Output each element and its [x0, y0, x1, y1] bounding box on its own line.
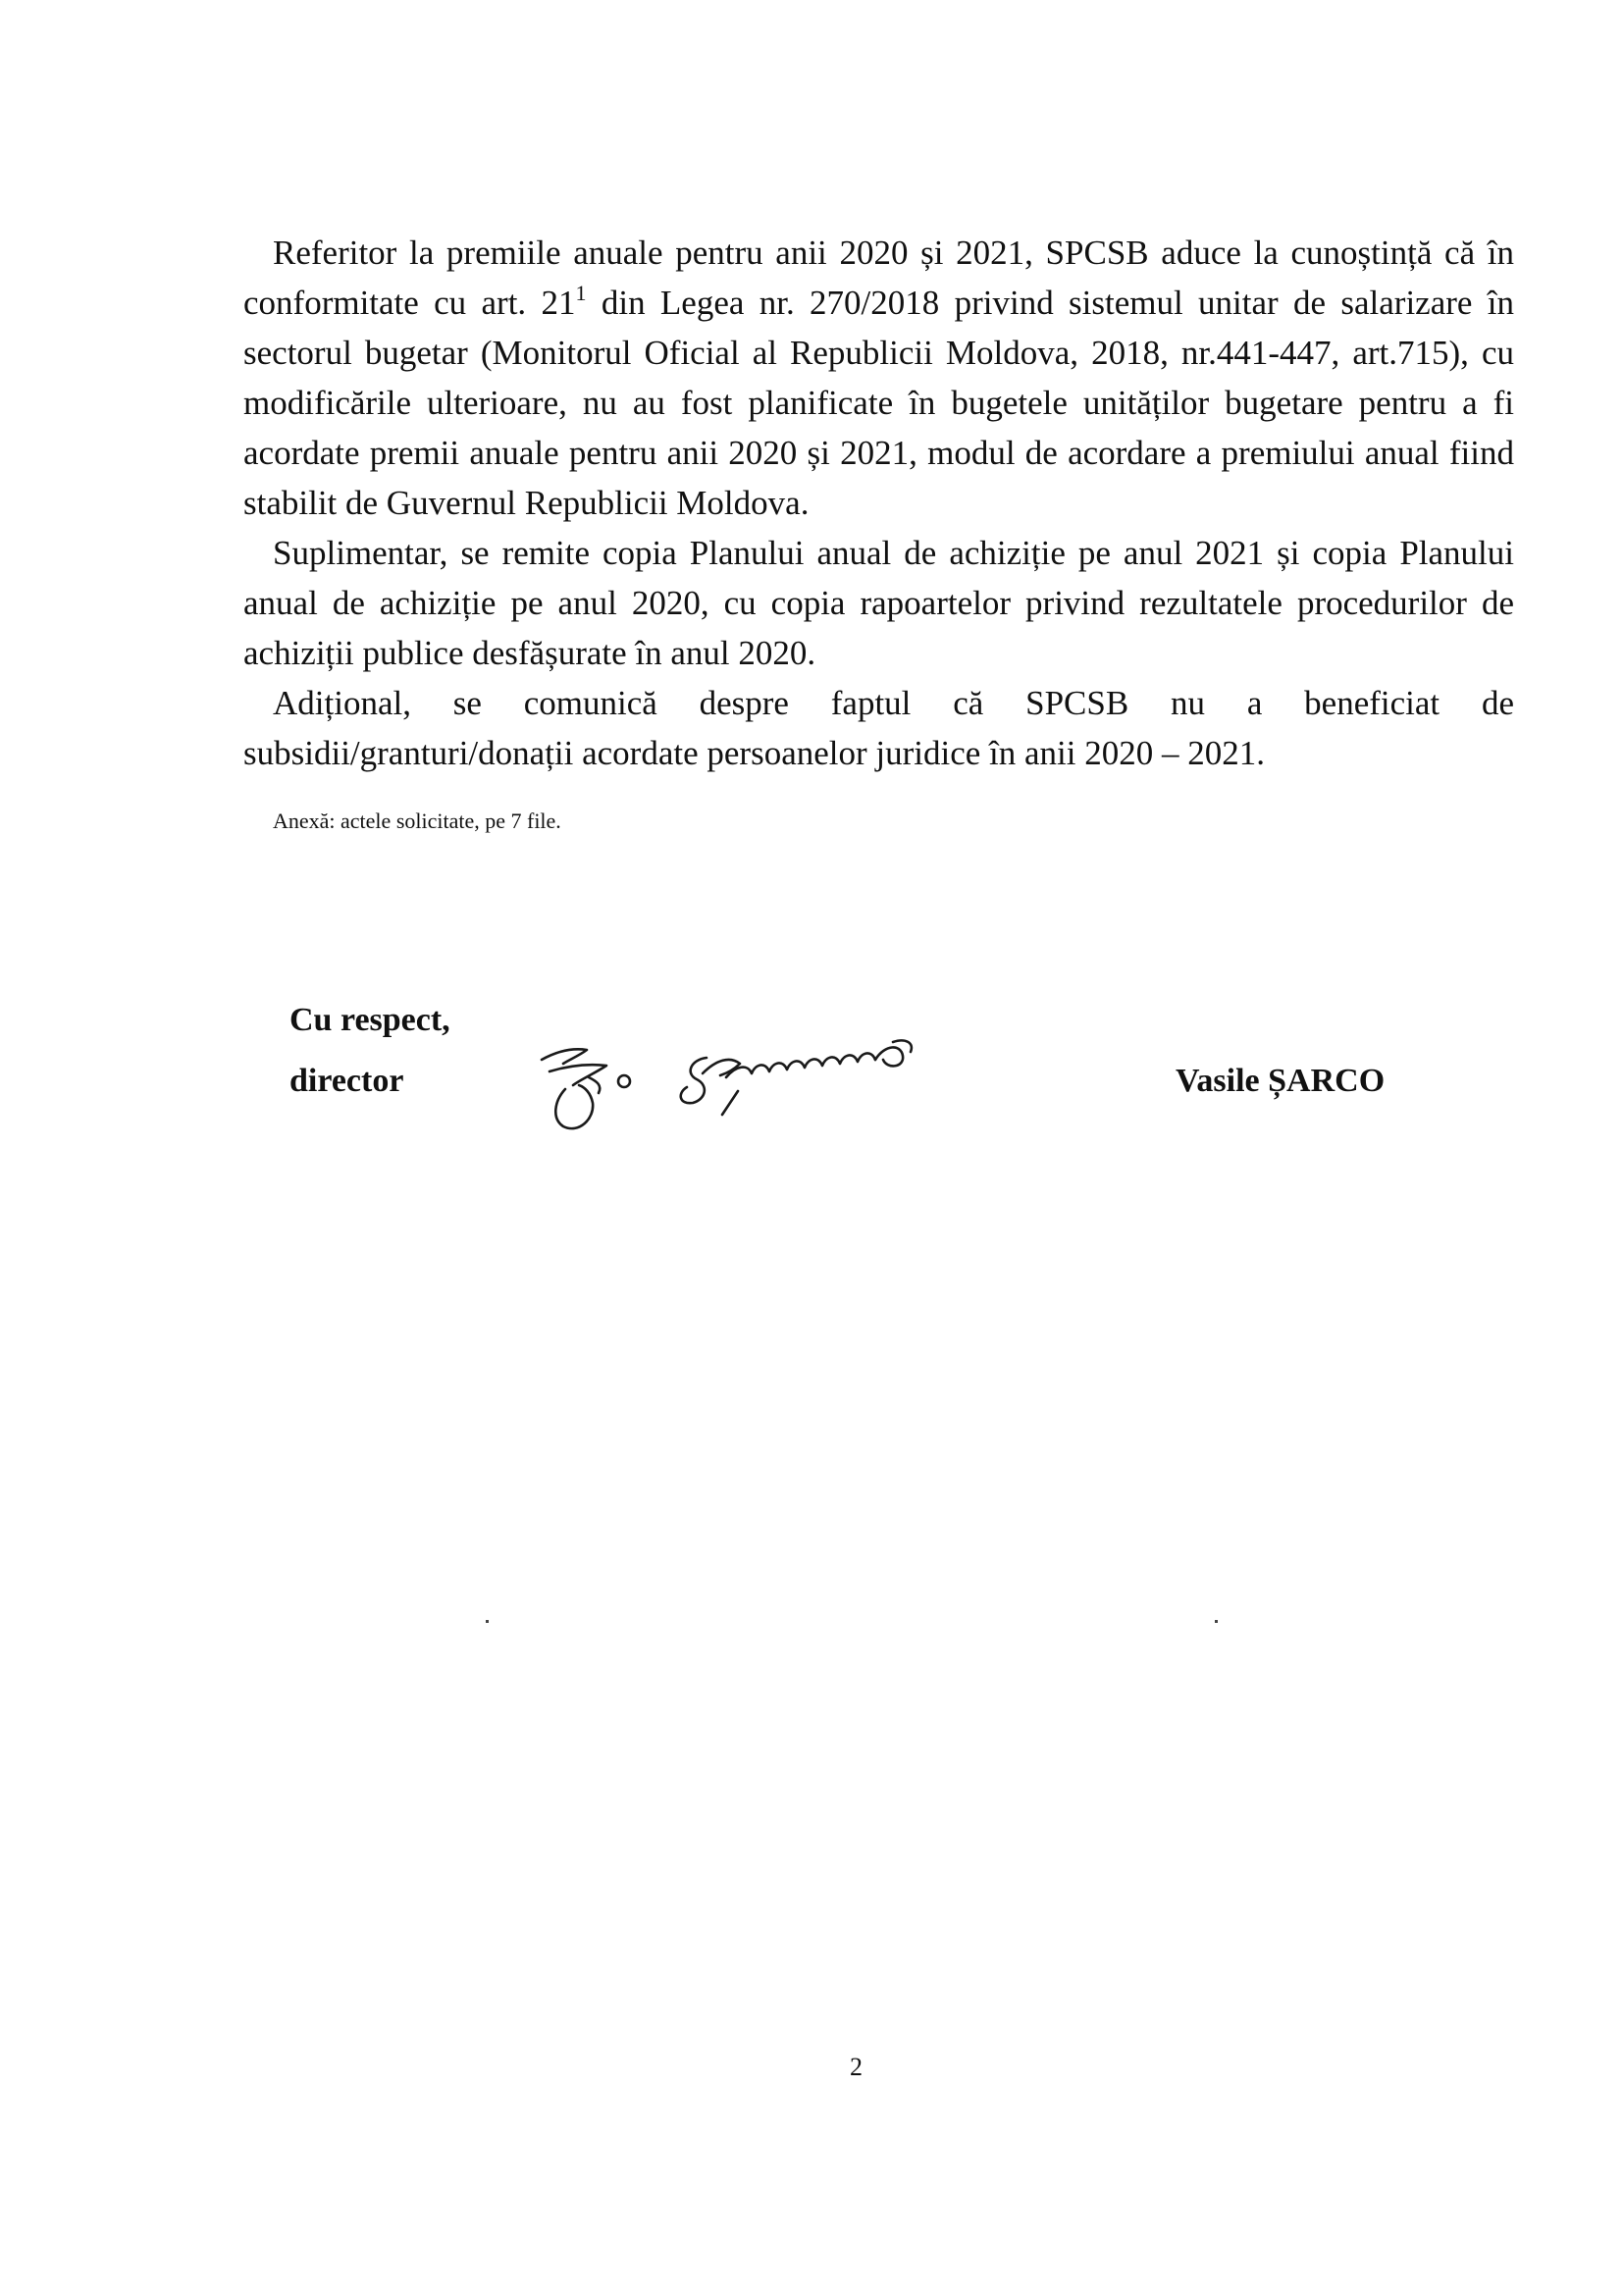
- article-superscript: 1: [575, 281, 587, 305]
- annex-note: Anexă: actele solicitate, pe 7 file.: [273, 809, 561, 833]
- paragraph-procurement-plans: Suplimentar, se remite copia Planului anual de achiziție pe anul 2021 și copia Planului anual de achiziție pe anul 2020, cu copia rapoartelor privind rezultatele procedurilor de achiziții publice desfășurate în anul 2020.: [243, 534, 1514, 672]
- paragraph-annual-bonuses: [243, 228, 1514, 528]
- letter-body: [243, 228, 1514, 778]
- signatory-title: director: [289, 1063, 404, 1099]
- paragraph-annual-bonuses-text-a: Referitor la premiile anuale pentru anii 2020 și 2021, SPCSB aduce la cunoștință că în conformitate cu art. 21: [243, 234, 1514, 322]
- page-number: 2: [850, 2053, 863, 2081]
- handwritten-signature: [530, 1020, 962, 1148]
- paragraph-annual-bonuses-text-b: din Legea nr. 270/2018 privind sistemul unitar de salarizare în sectorul bugetar (Monitorul Oficial al Republicii Moldova, 2018, nr.441-447, art.715), cu modificările ulterioare, nu au fost planificate în bugetele unităților bugetare pentru a fi acordate premii anuale pentru anii 2020 și 2021, modul de acordare a premiului anual fiind stabilit de Guvernul Republicii Moldova.: [243, 284, 1514, 522]
- scan-speck-right: [1215, 1620, 1218, 1623]
- closing-greeting: Cu respect,: [289, 1002, 450, 1038]
- paragraph-subsidies: Adițional, se comunică despre faptul că SPCSB nu a beneficiat de subsidii/granturi/donații acordate persoanelor juridice în anii 2020 – 2021.: [243, 684, 1514, 772]
- scan-speck-left: [486, 1620, 489, 1623]
- signatory-name: Vasile ȘARCO: [1176, 1063, 1386, 1099]
